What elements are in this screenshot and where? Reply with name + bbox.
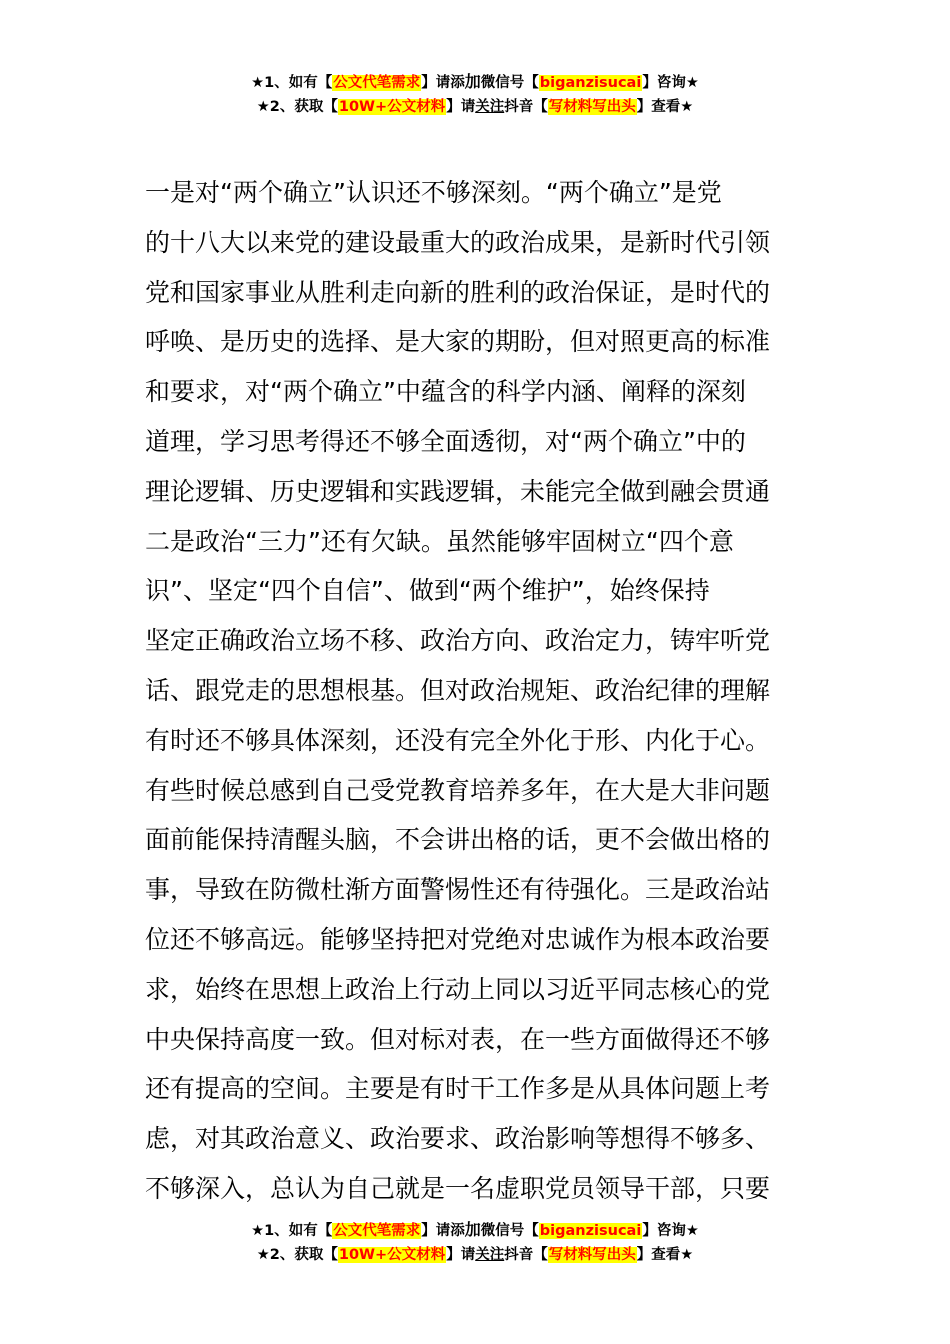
banner-text: 】请添 [421,75,465,91]
body-line: 有些时候总感到自己受党教育培养多年，在大是大非问题 [145,775,771,805]
body-line: 的十八大以来党的建设最重大的政治成果，是新时代引领 [145,227,771,257]
banner-text: 微信号【 [480,75,539,91]
banner-text: 加 [464,1220,481,1239]
banner-text: 】请 [446,99,476,115]
banner-text: 】查看★ [636,99,694,115]
document-body [145,168,810,1214]
body-line: 不够深入，总认为自己就是一名虚职党员领导干部，只要 [145,1173,771,1203]
banner-line-1 [0,70,950,95]
body-line: 一是对“两个确立”认识还不够深刻。“两个确立”是党 [145,178,722,207]
body-line: 中央保持高度一致。但对标对表，在一些方面做得还不够 [145,1024,771,1054]
highlight-wechat-id: biganzisucai [539,75,642,91]
highlight-wechat-id: biganzisucai [539,1223,642,1239]
body-line: 话、跟党走的思想根基。但对政治规矩、政治纪律的理解 [145,675,771,705]
banner-text: 抖音【 [504,99,548,115]
highlight-materials: 10W+公文材料 [338,99,446,115]
body-line: 位还不够高远。能够坚持把对党绝对忠诚作为根本政治要 [145,924,771,954]
highlight-douyin-account: 写材料写出头 [548,1247,636,1263]
banner-text: 】请添 [421,1223,465,1239]
highlight-douyin-account: 写材料写出头 [548,99,636,115]
body-line: 虑，对其政治意义、政治要求、政治影响等想得不够多、 [145,1124,771,1154]
header-ad-banner [0,70,950,119]
body-line: 识”、坚定“四个自信”、做到“两个维护”，始终保持 [145,576,710,606]
body-line: 还有提高的空间。主要是有时干工作多是从具体问题上考 [145,1074,771,1104]
body-line: 坚定正确政治立场不移、政治方向、政治定力，铸牢听党 [145,626,771,656]
banner-line-2 [0,95,950,119]
body-line: 呼唤、是历史的选择、是大家的期盼，但对照更高的标准 [145,327,771,357]
body-line: 理论逻辑、历史逻辑和实践逻辑，未能完全做到融会贯通 [145,476,771,506]
body-line: 面前能保持清醒头脑，不会讲出格的话，更不会做出格的 [145,825,771,855]
banner-text: 加 [464,72,481,91]
body-line: 党和国家事业从胜利走向新的胜利的政治保证，是时代的 [145,277,771,307]
banner-line-2 [0,1243,950,1267]
footer-ad-banner [0,1218,950,1267]
banner-text: 微信号【 [480,1223,539,1239]
body-line: 有时还不够具体深刻，还没有完全外化于形、内化于心。 [145,725,771,755]
banner-text: 】咨询★ [642,1223,699,1239]
banner-text: 抖音【 [504,1247,548,1263]
banner-line-1 [0,1218,950,1243]
body-line: 事，导致在防微杜渐方面警惕性还有待强化。三是政治站 [145,875,771,905]
banner-text: ★2、获取【 [256,99,338,115]
body-line: 和要求，对“两个确立”中蕴含的科学内涵、阐释的深刻 [145,377,746,407]
highlight-materials: 10W+公文材料 [338,1247,446,1263]
highlight-service: 公文代笔需求 [333,1223,421,1239]
banner-text: ★2、获取【 [256,1247,338,1263]
body-line: 道理，学习思考得还不够全面透彻，对“两个确立”中的 [145,426,746,456]
banner-text: ★1、如有【 [251,1223,333,1239]
banner-text: 】请 [446,1247,476,1263]
body-line: 二是政治“三力”还有欠缺。虽然能够牢固树立“四个意 [145,526,734,556]
body-line: 求，始终在思想上政治上行动上同以习近平同志核心的党 [145,974,771,1004]
banner-text: 关注 [475,1247,505,1263]
banner-text: ★1、如有【 [251,75,333,91]
highlight-service: 公文代笔需求 [333,75,421,91]
banner-text: 】查看★ [636,1247,694,1263]
banner-text: 关注 [475,99,505,115]
banner-text: 】咨询★ [642,75,699,91]
